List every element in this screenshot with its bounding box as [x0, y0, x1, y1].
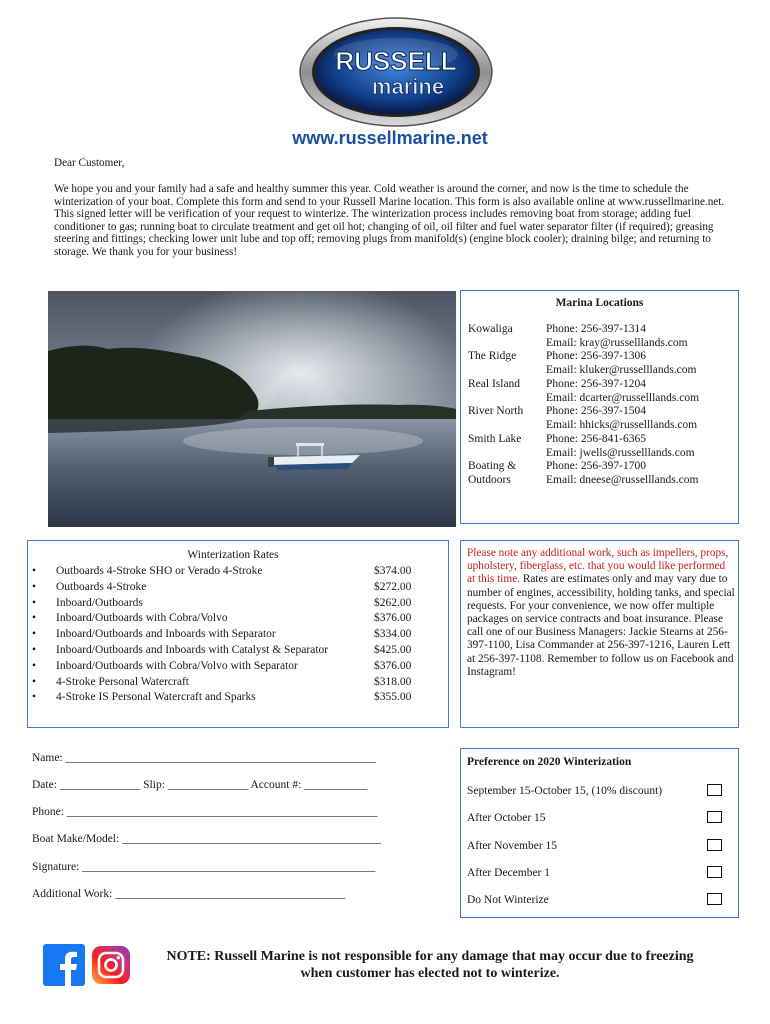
preference-option-label: Do Not Winterize — [467, 894, 549, 907]
bullet: • — [32, 644, 37, 656]
location-name: Real Island — [468, 378, 521, 390]
additional-work-note-box — [460, 540, 739, 728]
rate-price: $374.00 — [374, 565, 412, 577]
location-name: Smith Lake — [468, 433, 522, 445]
rate-label: 4-Stroke IS Personal Watercraft and Sparks — [56, 691, 256, 704]
bullet: • — [32, 659, 37, 672]
rate-price: $334.00 — [374, 628, 412, 641]
letter-body: We hope you and your family had a safe and healthy summer this year. Cold weather is around the corner, and now is the time to schedule the winterization of your boat. Complete this form and send to your Russell Marine location. This form is also available online at www.russellmarine.net. This signed letter will be verification of your request to winterize. The winterization process includes removing boat from storage; adding fuel conditioner to gas; running boat to circulate treatment and get oil hot; changing of oil, oil filter and fuel water separator filter (if required); greasing steering and fittings; checking lower unit lube and top off; removing plugs from manifold(s) (engine block cooler); draining bilge; and returning to storage. We thank you for your business! — [54, 183, 725, 258]
location-name: Boating & Outdoors — [468, 460, 517, 486]
winterization-rates-box — [27, 540, 449, 728]
salutation: Dear Customer, — [54, 157, 125, 169]
rate-label: Outboards 4-Stroke — [56, 580, 147, 593]
preference-option-label: After December 1 — [467, 866, 551, 879]
location-phone: Phone: 256-397-1306 — [546, 350, 646, 362]
bullet: • — [32, 628, 37, 641]
phone-field[interactable]: Phone: ______________________________________________________ — [32, 806, 378, 818]
preference-option-label: After November 15 — [467, 839, 558, 852]
date-slip-account-field[interactable]: Date: ______________ Slip: ______________ Account #: ___________ — [32, 779, 368, 791]
rate-row — [32, 612, 442, 628]
preference-checkbox[interactable] — [707, 784, 722, 796]
marina-locations-title: Marina Locations — [555, 297, 644, 309]
winterization-preference-box — [460, 748, 739, 918]
rate-row — [32, 644, 442, 660]
rate-price: $376.00 — [374, 659, 412, 672]
logo-wordmark: RUSSELL — [335, 46, 457, 76]
location-phone: Phone: 256-397-1204 — [546, 378, 646, 390]
preference-checkbox[interactable] — [707, 866, 722, 878]
preference-checkbox[interactable] — [707, 811, 722, 823]
rate-row — [32, 565, 442, 581]
location-email[interactable]: Email: hhicks@russelllands.com — [546, 418, 698, 431]
liability-note: NOTE: Russell Marine is not responsible for any damage that may occur due to freezing when customer has elected not to winterize. — [166, 949, 694, 981]
instagram-icon[interactable] — [92, 946, 130, 984]
location-phone: Phone: 256-397-1314 — [546, 323, 646, 335]
preference-option-label: After October 15 — [467, 812, 546, 825]
preference-option — [467, 867, 732, 879]
rate-row — [32, 660, 442, 676]
bullet: • — [32, 691, 37, 704]
location-name: River North — [468, 405, 524, 417]
location-phone: Phone: 256-841-6365 — [546, 433, 646, 445]
location-phone: Phone: 256-397-1700 — [546, 460, 646, 472]
winterization-rates-title: Winterization Rates — [187, 549, 279, 561]
marina-locations-box — [460, 290, 739, 524]
rate-row — [32, 691, 442, 707]
signature-field[interactable]: Signature: ___________________________________________________ — [32, 861, 376, 873]
rate-label: Inboard/Outboards with Cobra/Volvo with Separator — [56, 659, 298, 672]
facebook-icon[interactable] — [43, 944, 85, 986]
location-email[interactable]: Email: jwells@russelllands.com — [546, 446, 695, 459]
note-body-text: Rates are estimates only and may vary due to number of engines, accessibility, holding tanks, and special requests. For your convenience, we now offer multiple packages on service contracts and boat insurance. Please call one of our Business Managers: Jackie Stearns at 256-397-1100, Lisa Commander at 256-397-1216, Lauren Lett at 256-397-1108. Remember to follow us on Facebook and Instagram! — [467, 573, 735, 678]
rate-label: Inboard/Outboards with Cobra/Volvo — [56, 612, 228, 625]
rate-label: 4-Stroke Personal Watercraft — [56, 675, 189, 688]
rate-row — [32, 628, 442, 644]
location-email[interactable]: Email: dneese@russelllands.com — [546, 473, 699, 486]
additional-work-field[interactable]: Additional Work: ________________________________________ — [32, 888, 346, 900]
rate-label: Outboards 4-Stroke SHO or Verado 4-Stroke — [56, 565, 263, 577]
rate-price: $425.00 — [374, 644, 412, 656]
rate-price: $272.00 — [374, 580, 412, 593]
location-email[interactable]: Email: kray@russelllands.com — [546, 336, 688, 349]
bullet: • — [32, 580, 37, 593]
russell-marine-logo — [296, 14, 496, 130]
rate-label: Inboard/Outboards and Inboards with Separator — [56, 628, 276, 641]
preference-checkbox[interactable] — [707, 839, 722, 851]
rate-price: $262.00 — [374, 596, 412, 609]
website-url[interactable]: www.russellmarine.net — [292, 128, 488, 148]
additional-work-note — [467, 547, 735, 679]
note-red-text: Please note any additional work, such as impellers, props, upholstery, fiberglass, etc. that you would like performed at this time. — [467, 547, 729, 586]
rate-label: Inboard/Outboards — [56, 596, 143, 609]
rate-row — [32, 581, 442, 597]
rate-price: $318.00 — [374, 675, 412, 688]
rate-row — [32, 597, 442, 613]
location-name: The Ridge — [468, 350, 517, 362]
boat-make-model-field[interactable]: Boat Make/Model: _____________________________________________ — [32, 833, 381, 845]
preference-option-label: September 15-October 15, (10% discount) — [467, 785, 663, 797]
rate-price: $376.00 — [374, 612, 412, 625]
bullet: • — [32, 612, 37, 625]
bullet: • — [32, 565, 37, 577]
preference-checkbox[interactable] — [707, 893, 722, 905]
preference-option — [467, 812, 732, 824]
rate-price: $355.00 — [374, 691, 412, 704]
preference-option — [467, 894, 732, 906]
location-phone: Phone: 256-397-1504 — [546, 405, 646, 417]
location-name: Kowaliga — [468, 323, 513, 335]
rate-row — [32, 676, 442, 692]
preference-option — [467, 785, 732, 797]
preference-title: Preference on 2020 Winterization — [467, 756, 632, 768]
rate-label: Inboard/Outboards and Inboards with Catalyst & Separator — [56, 644, 329, 656]
location-email[interactable]: Email: kluker@russelllands.com — [546, 363, 697, 376]
lake-boat-photo — [48, 291, 456, 527]
name-field[interactable]: Name: ______________________________________________________ — [32, 752, 377, 764]
logo-subword: marine — [371, 74, 445, 99]
bullet: • — [32, 675, 37, 688]
location-email[interactable]: Email: dcarter@russelllands.com — [546, 391, 700, 404]
preference-option — [467, 840, 732, 852]
bullet: • — [32, 596, 37, 609]
